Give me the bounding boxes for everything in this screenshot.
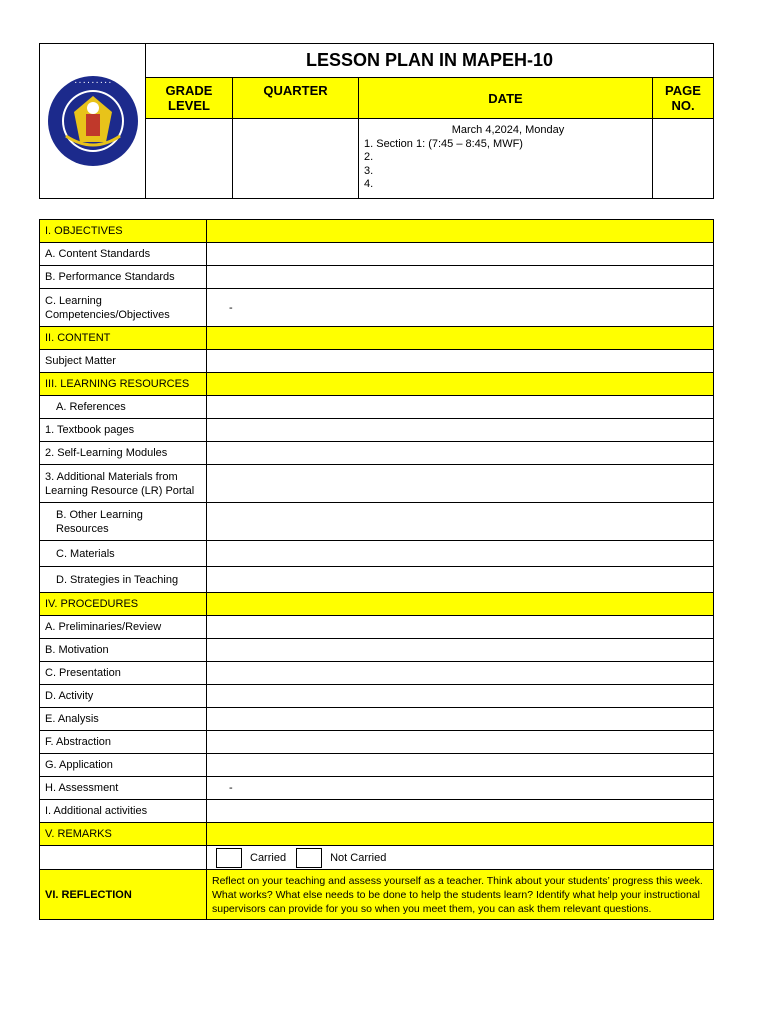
svg-text:· · · · · · · · ·: · · · · · · · · · [74,80,111,87]
learning-resources-heading: III. LEARNING RESOURCES [40,373,207,396]
self-learning-cell[interactable] [207,442,714,465]
materials-label: C. Materials [40,541,207,567]
table-row [40,350,714,373]
learning-competencies-label: C. Learning Competencies/Objectives [40,289,207,327]
learning-competencies-value: - [229,301,233,314]
textbook-pages-cell[interactable] [207,419,714,442]
carried-label: Carried [250,851,287,864]
strategies-cell[interactable] [207,567,714,593]
table-row [40,266,714,289]
content-heading: II. CONTENT [40,327,207,350]
lesson-plan-header [39,43,714,199]
textbook-pages-label: 1. Textbook pages [40,419,207,442]
objectives-cell[interactable] [207,220,714,243]
table-row [40,731,714,754]
references-label: A. References [40,396,207,419]
page-no-label: PAGE NO. [653,78,713,118]
remarks-heading: V. REMARKS [40,823,207,846]
table-row [40,662,714,685]
remarks-blank-label [40,846,207,870]
other-resources-cell[interactable] [207,503,714,541]
table-row [40,541,714,567]
date-label: DATE [359,78,653,118]
abstraction-label: F. Abstraction [40,731,207,754]
application-label: G. Application [40,754,207,777]
section-row [40,327,714,350]
deped-seal-icon [46,74,140,168]
section-row [40,823,714,846]
table-row [40,465,714,503]
carried-checkbox[interactable] [216,848,242,868]
table-row [40,442,714,465]
table-row [40,754,714,777]
header-values-row [146,119,713,198]
remarks-cell[interactable] [207,823,714,846]
section-line: 1. Section 1: (7:45 – 8:45, MWF) [364,137,523,150]
assessment-label: H. Assessment [40,777,207,800]
not-carried-checkbox[interactable] [296,848,322,868]
references-cell[interactable] [207,396,714,419]
analysis-label: E. Analysis [40,708,207,731]
table-row [40,846,714,870]
table-row [40,289,714,327]
preliminaries-label: A. Preliminaries/Review [40,616,207,639]
lesson-plan-table [39,219,714,920]
strategies-label: D. Strategies in Teaching [40,567,207,593]
activity-cell[interactable] [207,685,714,708]
table-row [40,777,714,800]
materials-cell[interactable] [207,541,714,567]
section-row [40,373,714,396]
self-learning-label: 2. Self-Learning Modules [40,442,207,465]
section-line: 2. [364,151,374,163]
abstraction-cell[interactable] [207,731,714,754]
not-carried-label: Not Carried [330,851,387,864]
grade-level-value[interactable] [146,119,233,198]
additional-activities-cell[interactable] [207,800,714,823]
motivation-label: B. Motivation [40,639,207,662]
deped-seal-cell [40,44,146,198]
other-resources-label: B. Other Learning Resources [40,503,207,541]
presentation-label: C. Presentation [40,662,207,685]
section-line: 3. [364,164,374,177]
grade-level-label: GRADE LEVEL [146,78,233,118]
table-row [40,419,714,442]
table-row [40,800,714,823]
page-title: LESSON PLAN IN MAPEH-10 [146,44,713,78]
date-text: March 4,2024, Monday [451,124,565,136]
presentation-cell[interactable] [207,662,714,685]
table-row [40,567,714,593]
section-row [40,593,714,616]
quarter-value[interactable] [233,119,359,198]
table-row [40,708,714,731]
reflection-text: Reflect on your teaching and assess yourself as a teacher. Think about your students’ progress this week. What works? What else needs to be done to help the students learn? Identify what help your instructional supervisors can provide for you so when you meet them, you can ask them relevant questions. [207,870,714,920]
performance-standards-cell[interactable] [207,266,714,289]
additional-materials-label: 3. Additional Materials from Learning Resource (LR) Portal [40,465,207,503]
remarks-options-cell [207,846,714,870]
learning-resources-cell[interactable] [207,373,714,396]
page-no-value[interactable] [653,119,713,198]
table-row [40,243,714,266]
quarter-label: QUARTER [233,78,359,118]
table-row [40,396,714,419]
remarks-options [212,848,708,868]
header-labels-row [146,78,713,119]
table-row [40,870,714,920]
table-row [40,639,714,662]
table-row [40,503,714,541]
learning-competencies-cell[interactable] [207,289,714,327]
subject-matter-cell[interactable] [207,350,714,373]
procedures-cell[interactable] [207,593,714,616]
assessment-value: - [229,782,233,794]
additional-activities-label: I. Additional activities [40,800,207,823]
objectives-heading: I. OBJECTIVES [40,220,207,243]
content-standards-label: A. Content Standards [40,243,207,266]
section-row [40,220,714,243]
performance-standards-label: B. Performance Standards [40,266,207,289]
procedures-heading: IV. PROCEDURES [40,593,207,616]
activity-label: D. Activity [40,685,207,708]
application-cell[interactable] [207,754,714,777]
content-standards-cell[interactable] [207,243,714,266]
table-row [40,685,714,708]
preliminaries-cell[interactable] [207,616,714,639]
table-row [40,616,714,639]
additional-materials-cell[interactable] [207,465,714,503]
reflection-heading: VI. REFLECTION [40,870,207,920]
motivation-cell[interactable] [207,639,714,662]
subject-matter-label: Subject Matter [40,350,207,373]
section-line: 4. [364,178,374,190]
assessment-cell[interactable] [207,777,714,800]
content-cell[interactable] [207,327,714,350]
analysis-cell[interactable] [207,708,714,731]
date-value[interactable] [359,119,653,198]
